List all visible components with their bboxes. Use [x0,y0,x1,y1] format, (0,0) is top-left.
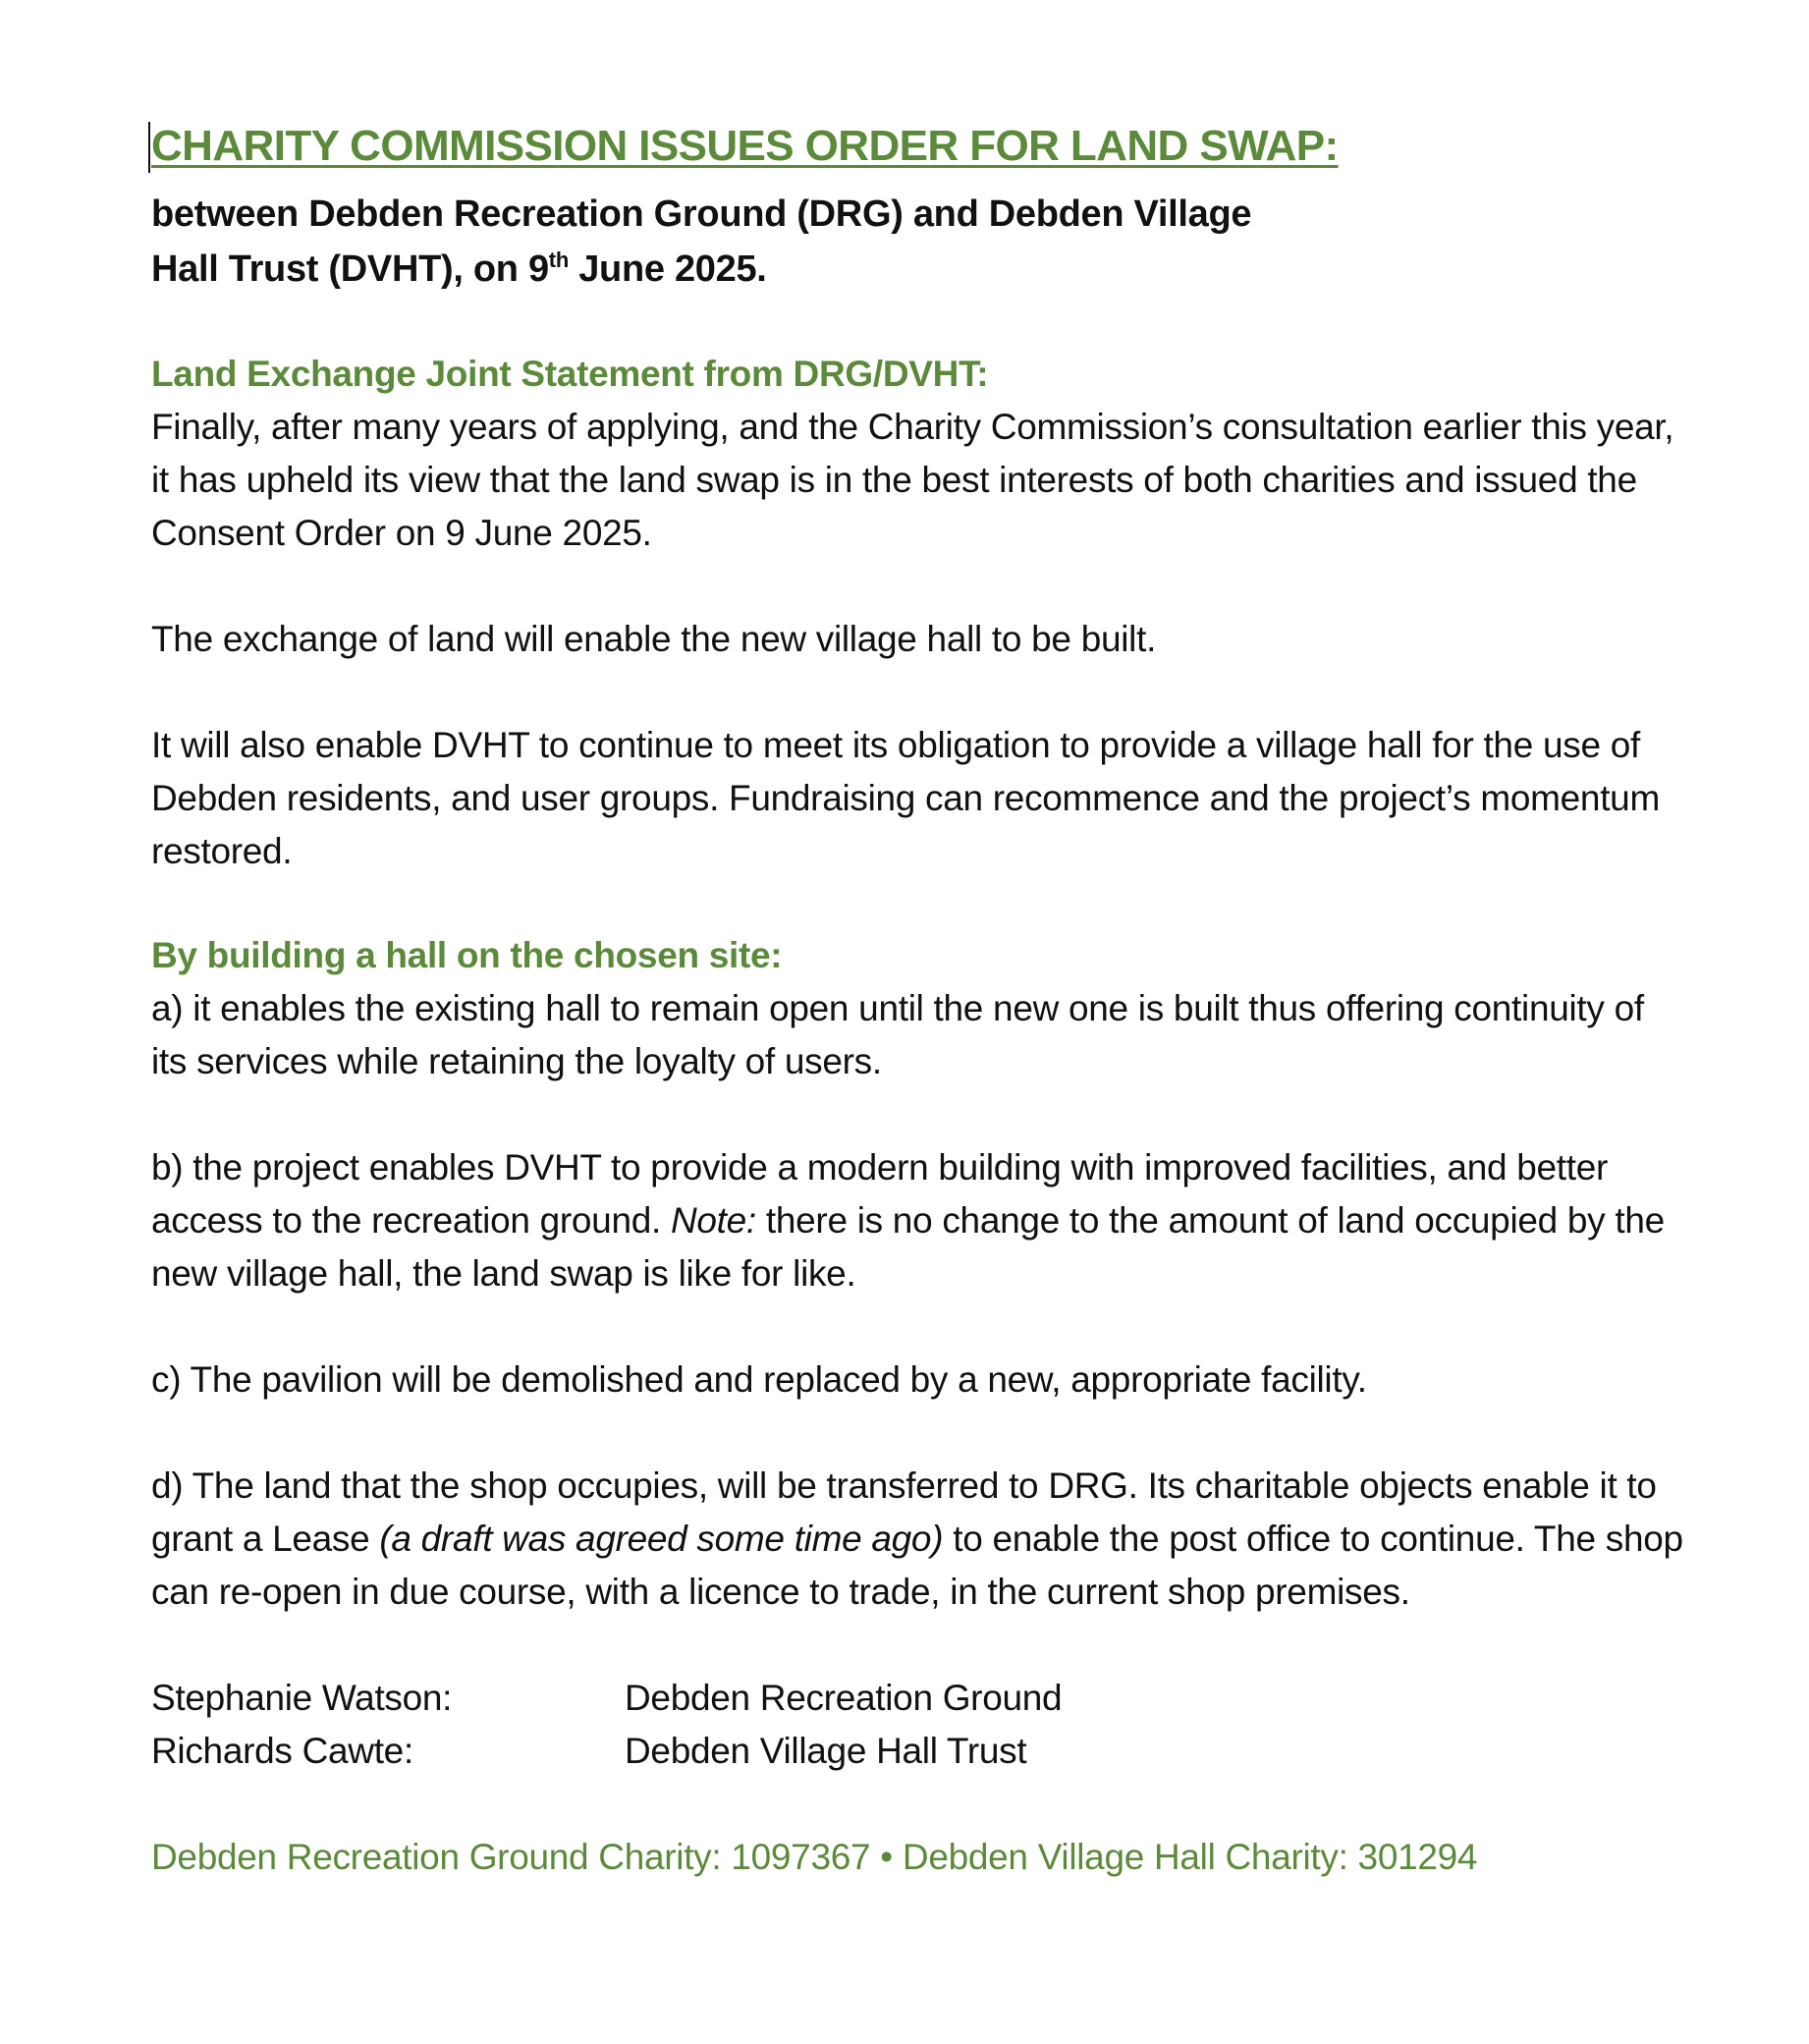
signatories [151,1672,1683,1778]
benefit-d [151,1460,1683,1619]
text-cursor [148,122,150,173]
subtitle-line-2-suffix: June 2025. [568,249,767,290]
subtitle-line-1: between Debden Recreation Ground (DRG) and Debden Village [151,193,1252,235]
signatory-name: Richards Cawte: [151,1731,413,1771]
signatory-org: Debden Village Hall Trust [625,1731,1027,1771]
benefit-c: c) The pavilion will be demolished and replaced by a new, appropriate facility. [151,1359,1367,1400]
statement-heading: Land Exchange Joint Statement from DRG/DVHT: [151,354,989,394]
benefit-d-start: d) The land that the shop occupies, will be transferred to DRG. Its charitable objects enable it to grant a Lease [151,1465,1657,1559]
benefit-d-end: to enable the post office to continue. The shop can re-open in due course, with a licence to trade, in the current shop premises. [151,1519,1683,1612]
subtitle-line-2 [151,242,1683,297]
benefit-d-italic: (a draft was agreed some time ago) [379,1519,944,1559]
signatory-row [151,1725,1683,1778]
benefit-b-start: b) the project enables DVHT to provide a modern building with improved facilities, and better access to the recreation ground. [151,1147,1609,1241]
charity-numbers-footer: Debden Recreation Ground Charity: 1097367 • Debden Village Hall Charity: 301294 [151,1837,1478,1877]
statement-paragraph-3: It will also enable DVHT to continue to meet its obligation to provide a village hall for the use of Debden residents, and user groups. Fundraising can recommence and the project’s momentum restored. [151,725,1660,871]
page-title [151,116,1683,177]
benefit-a: a) it enables the existing hall to remain open until the new one is built thus offering continuity of its services while retaining the loyalty of users. [151,988,1644,1081]
signatory-name: Stephanie Watson: [151,1678,453,1718]
statement-paragraph-1: Finally, after many years of applying, and the Charity Commission’s consultation earlier this year, it has upheld its view that the land swap is in the best interests of both charities and issued the Consent Order on 9 June 2025. [151,407,1674,553]
subtitle [151,187,1683,297]
statement-paragraph-2: The exchange of land will enable the new village hall to be built. [151,619,1157,659]
document-page [151,116,1683,1884]
page-title-text: CHARITY COMMISSION ISSUES ORDER FOR LAND SWAP: [151,122,1339,170]
signatory-row [151,1672,1683,1725]
benefit-b-end: there is no change to the amount of land occupied by the new village hall, the land swap is like for like. [151,1200,1665,1294]
signatory-org: Debden Recreation Ground [625,1678,1063,1718]
subtitle-line-2-prefix: Hall Trust (DVHT), on 9 [151,249,549,290]
ordinal-suffix: th [548,248,569,272]
benefits-heading: By building a hall on the chosen site: [151,935,783,975]
benefit-b-note-label: Note: [670,1200,756,1241]
benefit-b [151,1141,1683,1300]
